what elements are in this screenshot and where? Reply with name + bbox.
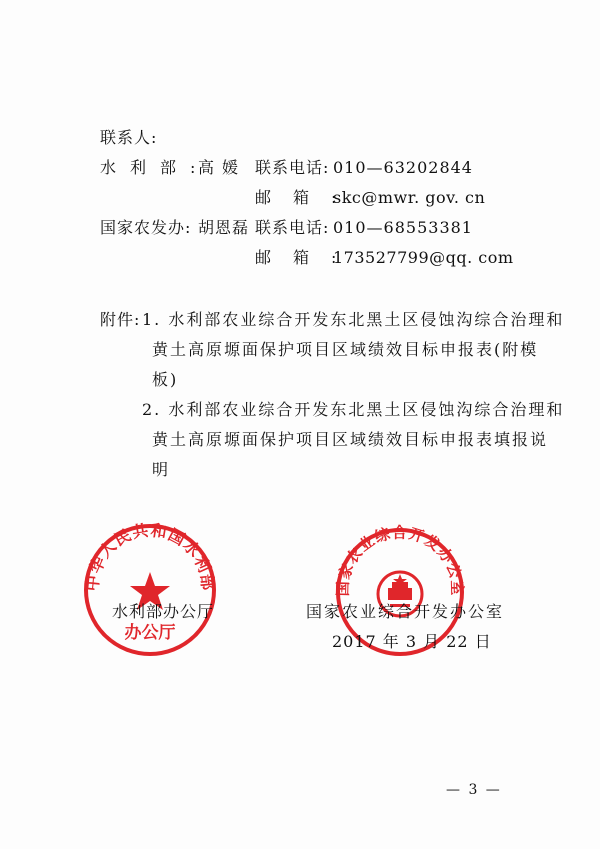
attachment-1-line-3: 板): [152, 370, 179, 389]
seal-right-arc-text: 国家农业综合开发办公室: [333, 524, 467, 597]
mwr-email: skc@mwr. gov. cn: [333, 188, 486, 207]
nongfa-contact-name: 胡恩磊: [198, 218, 250, 237]
contacts-heading: 联系人:: [100, 128, 158, 147]
attachment-1-line-1: 1. 水利部农业综合开发东北黑土区侵蚀沟综合治理和: [142, 310, 565, 329]
mwr-org-label: 水利部:: [100, 158, 210, 177]
mwr-contact-name: 高媛: [198, 158, 247, 177]
attachment-2-line-3: 明: [152, 460, 171, 479]
mwr-phone-label: 联系电话:: [255, 158, 330, 177]
attachment-2-line-2: 黄土高原塬面保护项目区域绩效目标申报表填报说: [152, 430, 549, 449]
signature-mwr-office: 水利部办公厅: [112, 602, 215, 621]
nongfa-org-label: 国家农发办:: [100, 218, 192, 237]
nongfa-phone: 010—68553381: [333, 218, 473, 237]
mwr-phone: 010—63202844: [333, 158, 473, 177]
mwr-office-seal: [80, 520, 220, 660]
attachments-label: 附件:: [100, 310, 141, 329]
attachment-2-line-1: 2. 水利部农业综合开发东北黑土区侵蚀沟综合治理和: [142, 400, 565, 419]
seal-left-arc-text: 中华人民共和国水利部: [82, 520, 218, 592]
seal-left-bottom-text: 办公厅: [124, 623, 176, 643]
nongfa-email-label: 邮箱:: [255, 248, 359, 267]
document-date: 2017 年 3 月 22 日: [332, 632, 492, 651]
signature-nongfa-office: 国家农业综合开发办公室: [306, 602, 505, 621]
nongfa-phone-label: 联系电话:: [255, 218, 330, 237]
attachment-1-line-2: 黄土高原塬面保护项目区域绩效目标申报表(附模: [152, 340, 539, 359]
nongfa-email: 173527799@qq. com: [333, 248, 514, 267]
page-number: — 3 —: [446, 782, 502, 798]
mwr-email-label: 邮箱:: [255, 188, 359, 207]
